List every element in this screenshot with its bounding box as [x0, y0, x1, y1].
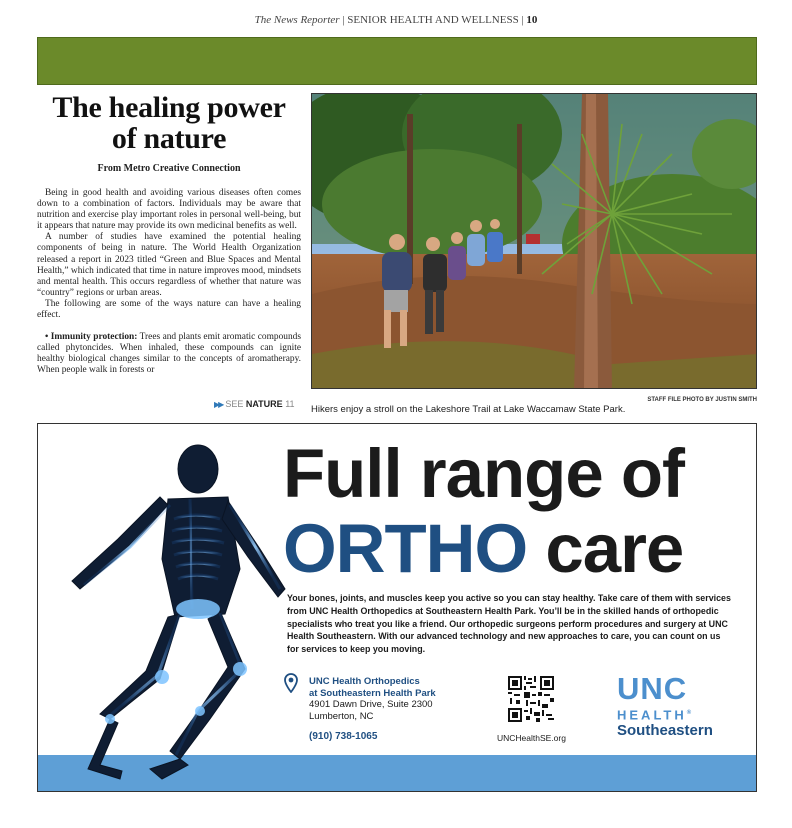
registered-mark: ®: [686, 710, 692, 716]
city-address: Lumberton, NC: [309, 710, 374, 722]
article-paragraph: The following are some of the ways nature can have a healing effect.: [37, 298, 301, 321]
article-bullet: [37, 332, 301, 376]
location-name: at Southeastern Health Park: [309, 687, 436, 699]
ad-title-accent: ORTHO: [283, 510, 528, 587]
article-paragraph: A number of studies have examined the potential healing components of being in nature. The World Health Organization released a report in 2023 titled “Green and Blue Spaces and Mental Health,” which indicated that time in nature improves mood, mindsets and mental health. This occurs regardless of whether that nature was “country” regions or urban areas.: [37, 232, 301, 298]
page-number: 10: [526, 14, 538, 26]
publication-name: The News Reporter: [254, 14, 340, 26]
article-headline: The healing power of nature: [52, 91, 286, 155]
header-separator: |: [521, 14, 524, 26]
logo-health-text: HEALTH: [617, 707, 687, 723]
map-pin-icon: [284, 673, 298, 693]
phone-link[interactable]: (910) 738-1065: [309, 731, 378, 742]
double-arrow-icon: ▶▶: [214, 400, 223, 409]
ortho-advertisement[interactable]: [37, 423, 757, 792]
continued-link[interactable]: [214, 399, 295, 409]
section-name: SENIOR HEALTH AND WELLNESS: [347, 14, 519, 26]
page-header: [0, 14, 792, 26]
see-page: 11: [285, 399, 295, 409]
ad-title-line2: [283, 510, 684, 587]
see-prefix: SEE: [225, 399, 244, 409]
see-target: NATURE: [245, 399, 283, 409]
article-paragraph: Being in good health and avoiding various diseases often comes down to a combination of factors. Individuals may be aware that nutrition and exercise play important roles in personal well-being, but it appears that nature may provide its own medicinal benefits as well.: [37, 188, 301, 232]
location-name: UNC Health Orthopedics: [309, 676, 420, 687]
article-body: [37, 188, 301, 377]
street-address: 4901 Dawn Drive, Suite 2300: [309, 699, 433, 710]
article: [37, 92, 301, 377]
logo-unc: UNC: [617, 671, 688, 706]
hikers-photo: [311, 93, 757, 389]
section-banner: [37, 37, 757, 85]
unc-health-logo: [617, 671, 757, 749]
bullet-label: • Immunity protection:: [45, 332, 138, 343]
ad-title-line1: Full range of: [283, 435, 684, 512]
ad-title-rest: care: [527, 510, 684, 587]
ad-address-block: [309, 676, 436, 722]
qr-code-icon[interactable]: [508, 676, 554, 722]
website-link[interactable]: UNCHealthSE.org: [497, 733, 566, 743]
photo-caption: Hikers enjoy a stroll on the Lakeshore Trail at Lake Waccamaw State Park.: [311, 404, 626, 415]
bullet-text: Trees and plants emit aromatic compounds called phytoncides. When inhaled, these compounds can ignite healthy biological changes similar to the concepts of aromatherapy. When people walk in forests or: [37, 332, 301, 376]
logo-southeastern: Southeastern: [617, 722, 713, 740]
hikers-photo-illustration: [312, 94, 757, 389]
article-byline: From Metro Creative Connection: [97, 163, 241, 174]
logo-health: [617, 706, 757, 722]
skeleton-runner-illustration: [50, 439, 300, 784]
header-separator: |: [342, 14, 345, 26]
ad-description: Your bones, joints, and muscles keep you active so you can stay healthy. Take care of them with services from UNC Health Orthopedics at Southeastern Health Park. You’ll be in the skilled hands of orthopedic specialists who treat you like a friend. Our orthopedic surgeons perform procedures and surgery at UNC Health Southeastern. With our advanced technology and new approaches to care, you can count on us for services to keep you moving.: [287, 593, 731, 655]
photo-credit: STAFF FILE PHOTO BY JUSTIN SMITH: [647, 397, 757, 403]
